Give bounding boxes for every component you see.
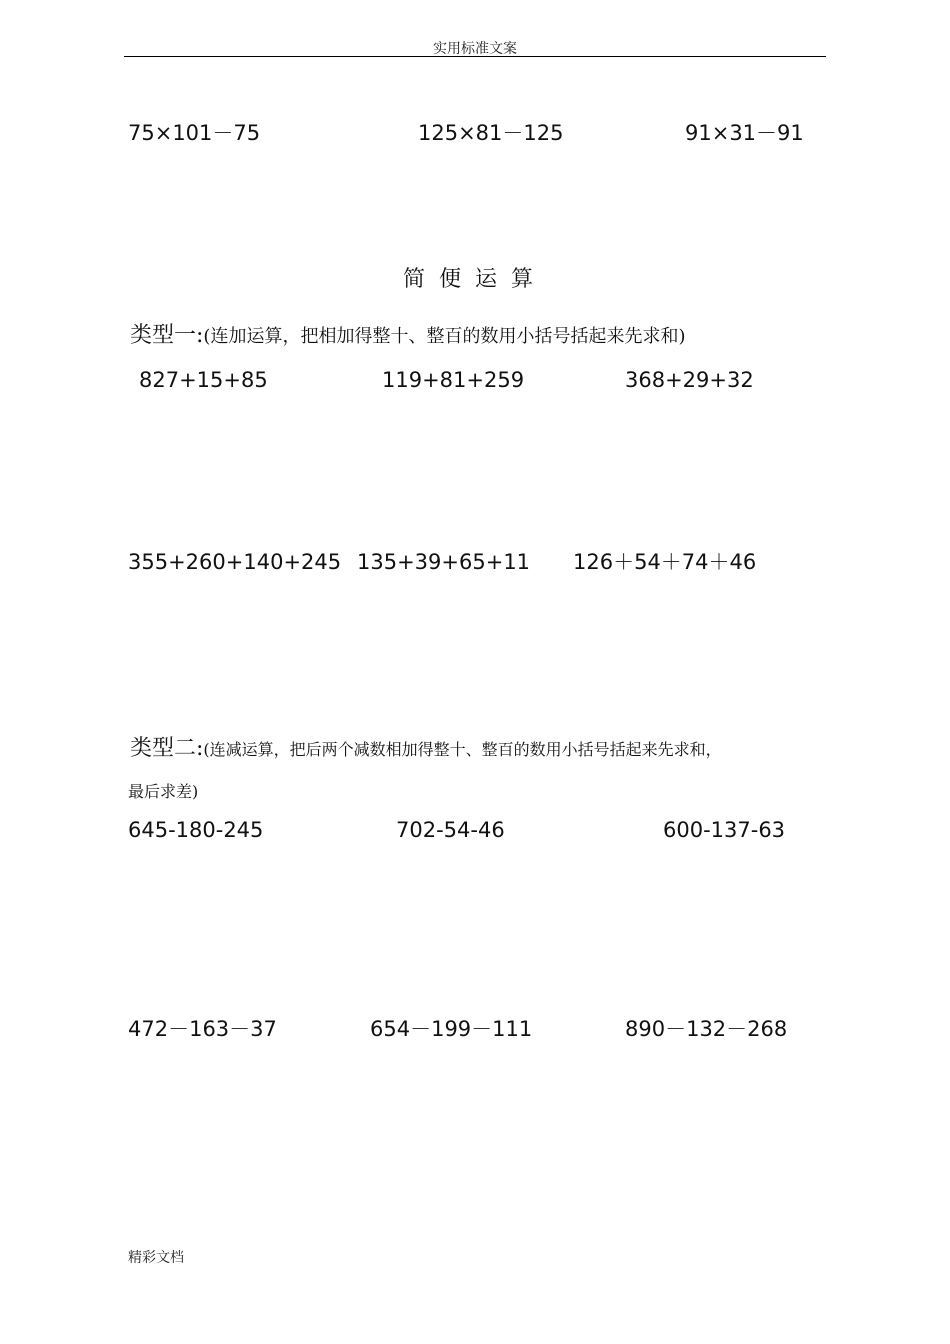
exercise-expression: 600-137-63 bbox=[663, 818, 786, 842]
type1-description: (连加运算，把相加得整十、整百的数用小括号括起来先求和) bbox=[203, 326, 686, 347]
type1-row-1 bbox=[0, 365, 950, 395]
type2-description-continued: 最后求差) bbox=[128, 782, 199, 801]
exercise-expression: 654－199－111 bbox=[370, 1017, 533, 1041]
exercise-expression: 75×101－75 bbox=[128, 121, 261, 145]
exercise-expression: 126＋54＋74＋46 bbox=[573, 550, 757, 574]
section-title: 简便运算 bbox=[402, 267, 547, 292]
exercise-expression: 125×81－125 bbox=[418, 121, 564, 145]
exercise-expression: 355+260+140+245 bbox=[128, 550, 342, 574]
exercise-expression: 135+39+65+11 bbox=[357, 550, 531, 574]
header-divider bbox=[124, 56, 826, 57]
exercise-expression: 91×31－91 bbox=[685, 121, 804, 145]
type2-heading bbox=[130, 731, 722, 762]
type1-heading bbox=[130, 318, 685, 349]
page-header-text: 实用标准文案 bbox=[433, 41, 517, 57]
exercise-expression: 890－132－268 bbox=[625, 1017, 788, 1041]
type2-row-1 bbox=[0, 815, 950, 845]
top-exercise-row bbox=[0, 118, 950, 148]
type1-row-2 bbox=[0, 547, 950, 577]
type2-label: 类型二: bbox=[130, 736, 204, 761]
exercise-expression: 368+29+32 bbox=[625, 368, 754, 392]
exercise-expression: 645-180-245 bbox=[128, 818, 264, 842]
page-footer-text: 精彩文档 bbox=[128, 1250, 184, 1266]
type2-row-2 bbox=[0, 1014, 950, 1044]
exercise-expression: 472－163－37 bbox=[128, 1017, 277, 1041]
type1-label: 类型一: bbox=[130, 323, 204, 348]
exercise-expression: 119+81+259 bbox=[382, 368, 525, 392]
exercise-expression: 702-54-46 bbox=[396, 818, 505, 842]
type2-description: (连减运算，把后两个减数相加得整十、整百的数用小括号括起来先求和， bbox=[203, 740, 722, 759]
exercise-expression: 827+15+85 bbox=[139, 368, 268, 392]
